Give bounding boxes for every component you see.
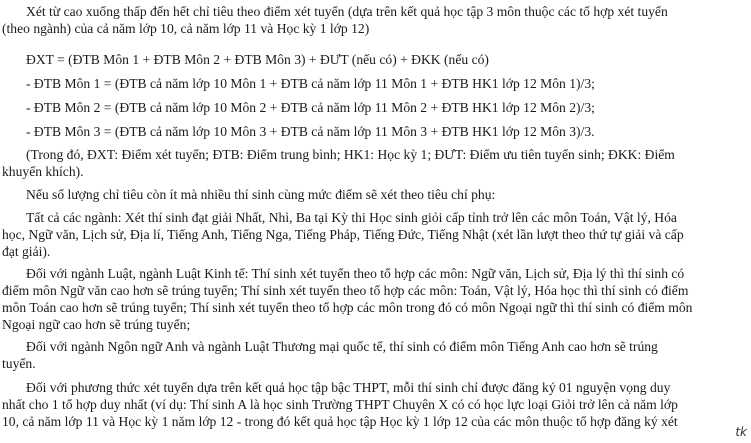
paragraph-definitions xyxy=(2,146,749,180)
text-line: môn Toán cao hơn sẽ trúng tuyển; Thí sinh xét tuyển theo tổ hợp các môn trong đó có môn Ngoại ngữ thì thí sinh có điểm môn xyxy=(2,300,693,315)
text-line: đạt giải). xyxy=(2,244,51,259)
text-line: Xét từ cao xuống thấp đến hết chỉ tiêu theo điểm xét tuyển (dựa trên kết quả học tập 3 môn thuộc các tổ hợp xét tuyển xyxy=(26,4,668,19)
paragraph-english-majors xyxy=(2,338,749,372)
formula-dtb-mon-1 xyxy=(2,75,749,92)
text-line: Đối với ngành Luật, ngành Luật Kinh tế: Thí sinh xét tuyển theo tổ hợp các môn: Ngữ văn, Lịch sử, Địa lý thì thí sinh có xyxy=(26,266,685,281)
paragraph-hs-results-method xyxy=(2,379,749,430)
paragraph-intro xyxy=(2,3,749,37)
paragraph-tiebreak-intro xyxy=(2,186,749,203)
handwritten-initials: tk xyxy=(735,425,747,439)
paragraph-law-majors xyxy=(2,265,749,333)
paragraph-all-majors xyxy=(2,209,749,260)
text-line: Nếu số lượng chỉ tiêu còn ít mà nhiều thí sinh cùng mức điểm sẽ xét theo tiêu chí phụ: xyxy=(26,187,496,202)
text-line: học, Ngữ văn, Lịch sử, Địa lí, Tiếng Anh, Tiếng Nga, Tiếng Pháp, Tiếng Đức, Tiếng Nhật (xét lần lượt theo thứ tự giải và cấp xyxy=(2,227,684,242)
text-line: khuyến khích). xyxy=(2,164,84,179)
text-line: điểm môn Ngữ văn cao hơn sẽ trúng tuyển; Thí sinh xét tuyển theo tổ hợp các môn: Toán, Vật lý, Hóa học thì thí sinh có điểm xyxy=(2,283,689,298)
formula-dtb-mon-3 xyxy=(2,123,749,140)
text-line: Tất cả các ngành: Xét thí sinh đạt giải Nhất, Nhì, Ba tại Kỳ thi Học sinh giỏi cấp tỉnh trở lên các môn Toán, Vật lý, Hóa xyxy=(26,210,677,225)
text-line: 10, cả năm lớp 11 và Học kỳ 1 năm lớp 12 - trong đó kết quả học tập Học kỳ 1 lớp 12 của các môn thuộc tổ hợp đăng ký xét xyxy=(2,414,678,429)
formula-dxt xyxy=(2,51,749,68)
text-line: nhất cho 1 tổ hợp duy nhất (ví dụ: Thí sinh A là học sinh Trường THPT Chuyên X có có học lực loại Giỏi trở lên cả năm lớp xyxy=(2,397,678,412)
text-line: - ĐTB Môn 2 = (ĐTB cả năm lớp 10 Môn 2 + ĐTB cả năm lớp 11 Môn 2 + ĐTB HK1 lớp 12 Môn 2)/3; xyxy=(26,100,595,115)
text-line: - ĐTB Môn 3 = (ĐTB cả năm lớp 10 Môn 3 + ĐTB cả năm lớp 11 Môn 3 + ĐTB HK1 lớp 12 Môn 3)/3. xyxy=(26,124,595,139)
formula-dtb-mon-2 xyxy=(2,99,749,116)
text-line: (theo ngành) của cả năm lớp 10, cả năm lớp 11 và Học kỳ 1 lớp 12) xyxy=(2,21,370,36)
text-line: - ĐTB Môn 1 = (ĐTB cả năm lớp 10 Môn 1 + ĐTB cả năm lớp 11 Môn 1 + ĐTB HK1 lớp 12 Môn 1)/3; xyxy=(26,76,595,91)
text-line: Đối với ngành Ngôn ngữ Anh và ngành Luật Thương mại quốc tế, thí sinh có điểm môn Tiếng Anh cao hơn sẽ trúng xyxy=(26,339,658,354)
text-line: (Trong đó, ĐXT: Điểm xét tuyển; ĐTB: Điểm trung bình; HK1: Học kỳ 1; ĐƯT: Điểm ưu tiên tuyển sinh; ĐKK: Điểm xyxy=(26,147,675,162)
text-line: Ngoại ngữ cao hơn sẽ trúng tuyển; xyxy=(2,317,191,332)
text-line: ĐXT = (ĐTB Môn 1 + ĐTB Môn 2 + ĐTB Môn 3) + ĐƯT (nếu có) + ĐKK (nếu có) xyxy=(26,52,489,67)
text-line: Đối với phương thức xét tuyển dựa trên kết quả học tập bậc THPT, mỗi thí sinh chỉ được đăng ký 01 nguyện vọng duy xyxy=(26,380,671,395)
text-line: tuyển. xyxy=(2,356,36,371)
